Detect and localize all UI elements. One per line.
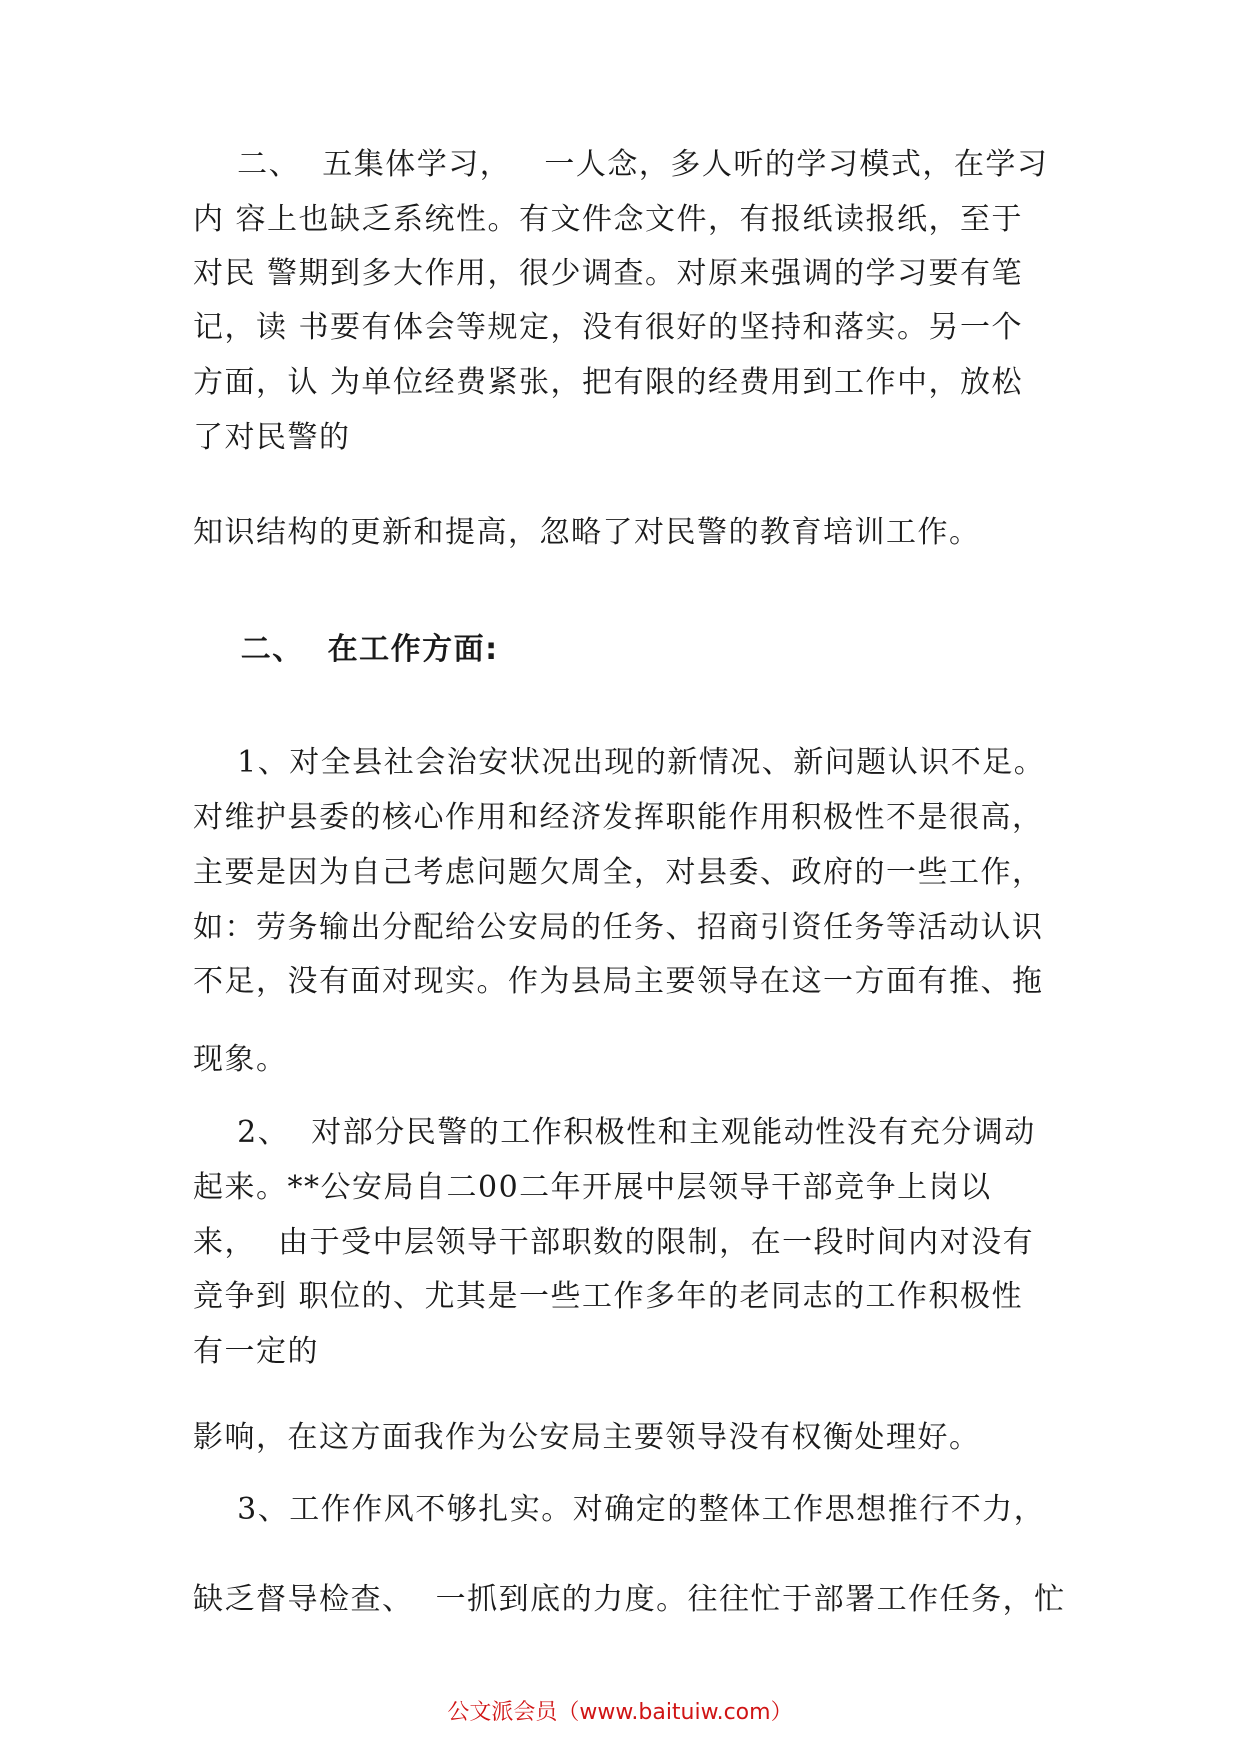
text-line: 缺乏督导检查、 一抓到底的力度。往往忙于部署工作任务，忙 — [193, 1582, 1066, 1617]
footer-watermark: 公文派会员（www.baituiw.com） — [447, 1700, 793, 1725]
text-line: 有一定的 — [193, 1334, 319, 1369]
text-line: 主要是因为自己考虑问题欠周全，对县委、政府的一些工作， — [193, 855, 1044, 890]
text-line: 起来。**公安局自二00二年开展中层领导干部竞争上岗以 — [193, 1170, 992, 1205]
text-line: 如：劳务输出分配给公安局的任务、招商引资任务等活动认识 — [193, 910, 1044, 945]
text-line: 知识结构的更新和提高，忽略了对民警的教育培训工作。 — [193, 515, 981, 550]
text-line: 3、工作作风不够扎实。对确定的整体工作思想推行不力， — [193, 1492, 1046, 1527]
text-line: 1、对全县社会治安状况出现的新情况、新问题认识不足。 — [193, 745, 1046, 780]
text-line: 对民 警期到多大作用，很少调查。对原来强调的学习要有笔 — [193, 256, 1024, 291]
text-line: 来， 由于受中层领导干部职数的限制，在一段时间内对没有 — [193, 1225, 1035, 1260]
text-line: 了对民警的 — [193, 420, 351, 455]
text-line: 方面，认 为单位经费紧张，把有限的经费用到工作中，放松 — [193, 365, 1024, 400]
text-line: 竞争到 职位的、尤其是一些工作多年的老同志的工作积极性 — [193, 1279, 1024, 1314]
section-heading: 二、 在工作方面: — [193, 632, 499, 667]
text-line: 内 容上也缺乏系统性。有文件念文件，有报纸读报纸，至于 — [193, 202, 1024, 237]
text-line: 影响，在这方面我作为公安局主要领导没有权衡处理好。 — [193, 1420, 981, 1455]
text-line: 2、 对部分民警的工作积极性和主观能动性没有充分调动 — [193, 1115, 1036, 1150]
text-line: 二、 五集体学习， 一人念，多人听的学习模式，在学习 — [193, 147, 1049, 182]
text-line: 记，读 书要有体会等规定，没有很好的坚持和落实。另一个 — [193, 310, 1024, 345]
text-line: 不足，没有面对现实。作为县局主要领导在这一方面有推、拖 — [193, 964, 1044, 999]
text-line: 对维护县委的核心作用和经济发挥职能作用积极性不是很高， — [193, 800, 1044, 835]
text-line: 现象。 — [193, 1042, 288, 1077]
